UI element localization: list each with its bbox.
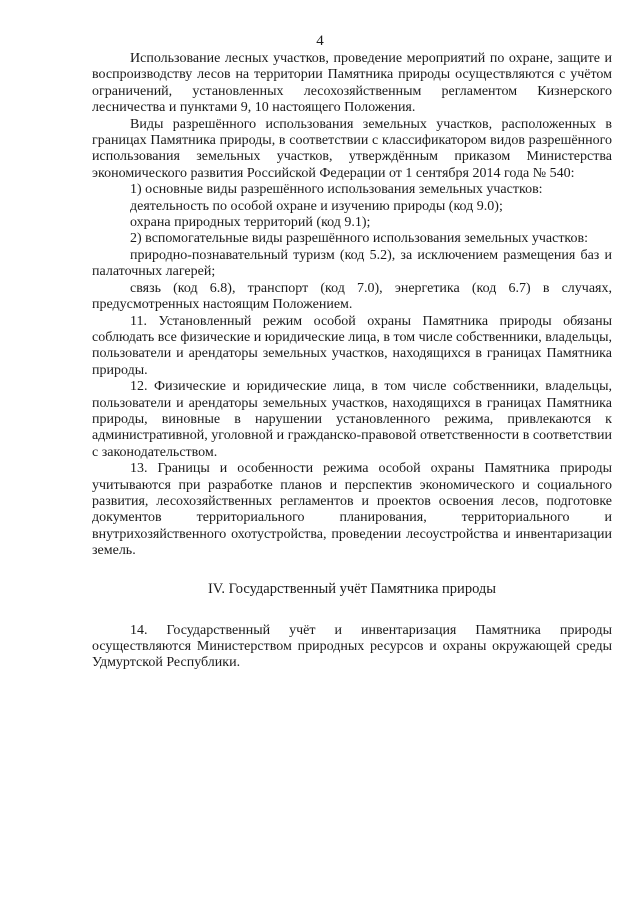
list-item-tourism: природно-познавательный туризм (код 5.2), за исключением размещения баз и палаточных лагерей; <box>92 247 612 280</box>
paragraph-13: 13. Границы и особенности режима особой охраны Памятника природы учитываются при разработке планов и перспектив экономического и социального развития, лесохозяйственных регламентов и проектов освоения лесов, подготовке документов территориального планирования, территориального и внутрихозяйственного охотустройства, проведении лесоустройства и инвентаризации земель. <box>92 461 612 559</box>
list-item-auxiliary-use-types: 2) вспомогательные виды разрешённого использования земельных участков: <box>130 231 589 247</box>
document-body <box>92 51 612 672</box>
paragraph-permitted-use-types: Виды разрешённого использования земельных участков, расположенных в границах Памятника природы, в соответствии с классификатором видов разрешённого использования земельных участков, утверждённым приказом Министерства экономического развития Российской Федерации от 1 сентября 2014 года № 540: <box>92 116 612 181</box>
page-number: 4 <box>316 33 324 49</box>
list-item-nature-protection: деятельность по особой охране и изучению природы (код 9.0); <box>130 198 503 214</box>
paragraph-forest-use: Использование лесных участков, проведение мероприятий по охране, защите и воспроизводству лесов на территории Памятника природы осуществляются с учётом ограничений, установленных лесохозяйственным регламентом Кизнерского лесничества и пунктами 9, 10 настоящего Положения. <box>92 51 612 116</box>
section-heading: IV. Государственный учёт Памятника природы <box>207 580 497 597</box>
list-item-main-use-types: 1) основные виды разрешённого использования земельных участков: <box>130 182 543 198</box>
paragraph-11: 11. Установленный режим особой охраны Памятника природы обязаны соблюдать все физические и юридические лица, в том числе собственники, владельцы, пользователи и арендаторы земельных участков, находящихся в границах Памятника природы. <box>92 313 612 378</box>
paragraph-12: 12. Физические и юридические лица, в том числе собственники, владельцы, пользователи и арендаторы земельных участков, находящихся в границах Памятника природы, виновные в нарушении установленного режима, привлекаются к административной, уголовной и гражданско-правовой ответственности в соответствии с законодательством. <box>92 379 612 460</box>
paragraph-14: 14. Государственный учёт и инвентаризация Памятника природы осуществляются Министерством природных ресурсов и охраны окружающей среды Удмуртской Республики. <box>92 622 612 671</box>
list-item-communications: связь (код 6.8), транспорт (код 7.0), энергетика (код 6.7) в случаях, предусмотренных настоящим Положением. <box>92 280 612 313</box>
list-item-territory-protection: охрана природных территорий (код 9.1); <box>130 215 371 231</box>
